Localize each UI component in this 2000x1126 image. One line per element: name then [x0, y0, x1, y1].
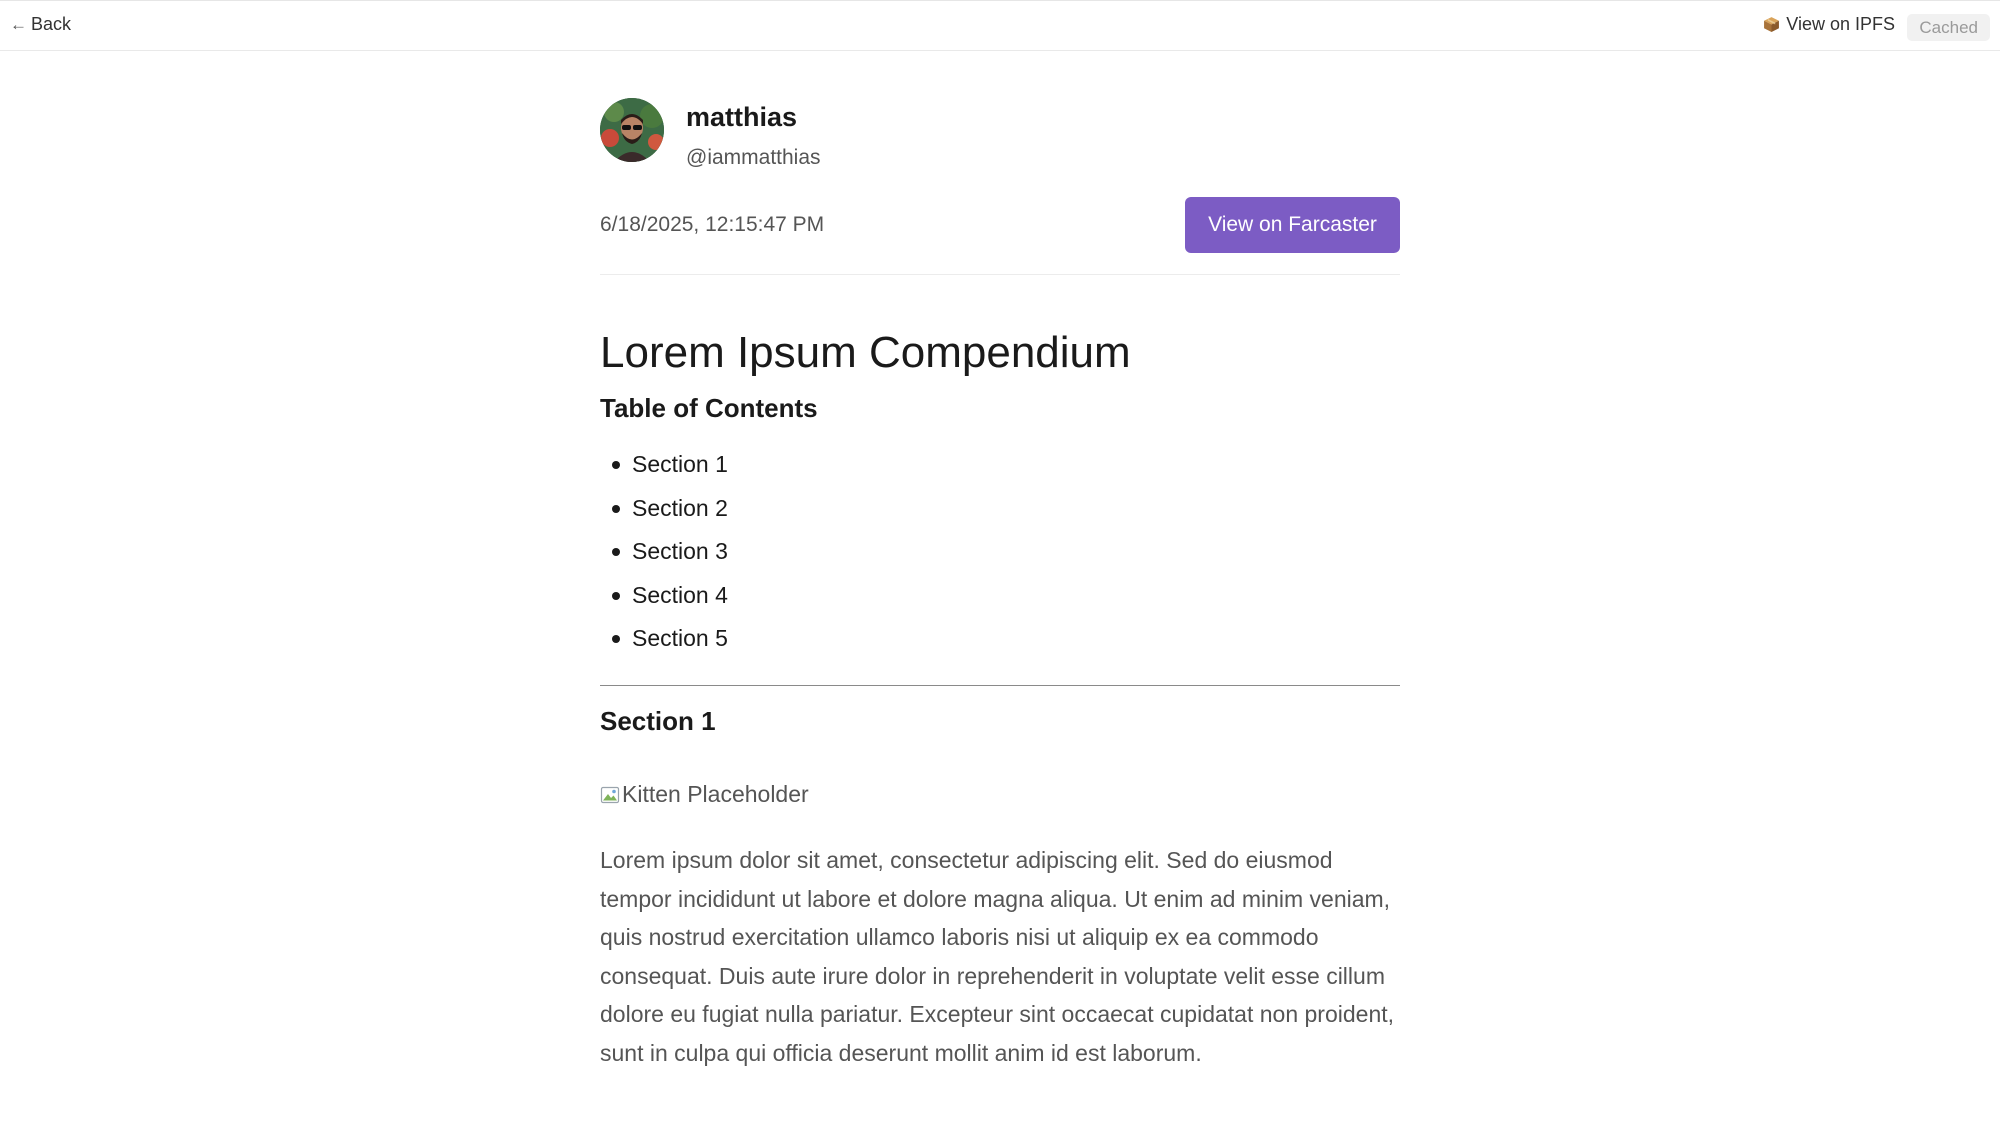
package-box-icon: [1763, 16, 1780, 33]
kitten-image-placeholder: [600, 781, 809, 808]
cached-badge: Cached: [1907, 14, 1990, 41]
back-label: Back: [31, 14, 72, 34]
post-timestamp: 6/18/2025, 12:15:47 PM: [600, 213, 825, 236]
section-paragraph: Lorem ipsum dolor sit amet, consectetur adipiscing elit. Sed do eiusmod tempor incididunt ut labore et dolore magna aliqua. Ut enim ad minim veniam, quis nostrud exercitation ullamco laboris nisi ut aliquip ex ea commodo consequat. Duis aute irure dolor in reprehenderit in voluptate velit esse cillum dolore eu fugiat nulla pariatur. Excepteur sint occaecat cupidatat non proident, sunt in culpa qui officia deserunt mollit anim id est laborum.: [600, 847, 1395, 1066]
bullet-icon: [612, 635, 620, 643]
author-username[interactable]: @iammatthias: [686, 146, 821, 169]
arrow-left-icon: ←: [10, 14, 27, 34]
bullet-icon: [612, 592, 620, 600]
toc-item-label: Section 4: [632, 581, 728, 608]
back-button[interactable]: [10, 14, 71, 35]
toc-item-section-5[interactable]: [600, 625, 1400, 669]
toc-item-section-4[interactable]: [600, 582, 1400, 626]
section-divider: [600, 685, 1400, 686]
avatar[interactable]: [600, 98, 664, 162]
image-alt-text: Kitten Placeholder: [622, 781, 809, 807]
toc-item-label: Section 2: [632, 494, 728, 521]
author-header: [600, 98, 1400, 168]
header-divider: [600, 274, 1400, 275]
toc-item-label: Section 5: [632, 625, 728, 652]
bullet-icon: [612, 505, 620, 513]
toc-item-section-3[interactable]: [600, 538, 1400, 582]
table-of-contents: [600, 451, 1400, 669]
toc-item-label: Section 1: [632, 451, 728, 477]
toc-item-section-1[interactable]: [600, 451, 1400, 495]
broken-image-icon: [600, 785, 620, 805]
view-on-ipfs-label: View on IPFS: [1786, 14, 1895, 34]
view-on-ipfs-link[interactable]: [1763, 14, 1895, 35]
post-meta: [600, 197, 1400, 253]
toc-item-label: Section 3: [632, 538, 728, 565]
section-heading: Section 1: [600, 706, 716, 736]
avatar-image: [600, 98, 664, 162]
toc-heading: Table of Contents: [600, 393, 818, 423]
toc-item-section-2[interactable]: [600, 495, 1400, 539]
top-bar: [0, 0, 2000, 51]
view-on-farcaster-button[interactable]: View on Farcaster: [1185, 197, 1400, 253]
article-title: Lorem Ipsum Compendium: [600, 328, 1131, 377]
bullet-icon: [612, 548, 620, 556]
bullet-icon: [612, 461, 620, 469]
author-display-name[interactable]: matthias: [686, 102, 798, 132]
